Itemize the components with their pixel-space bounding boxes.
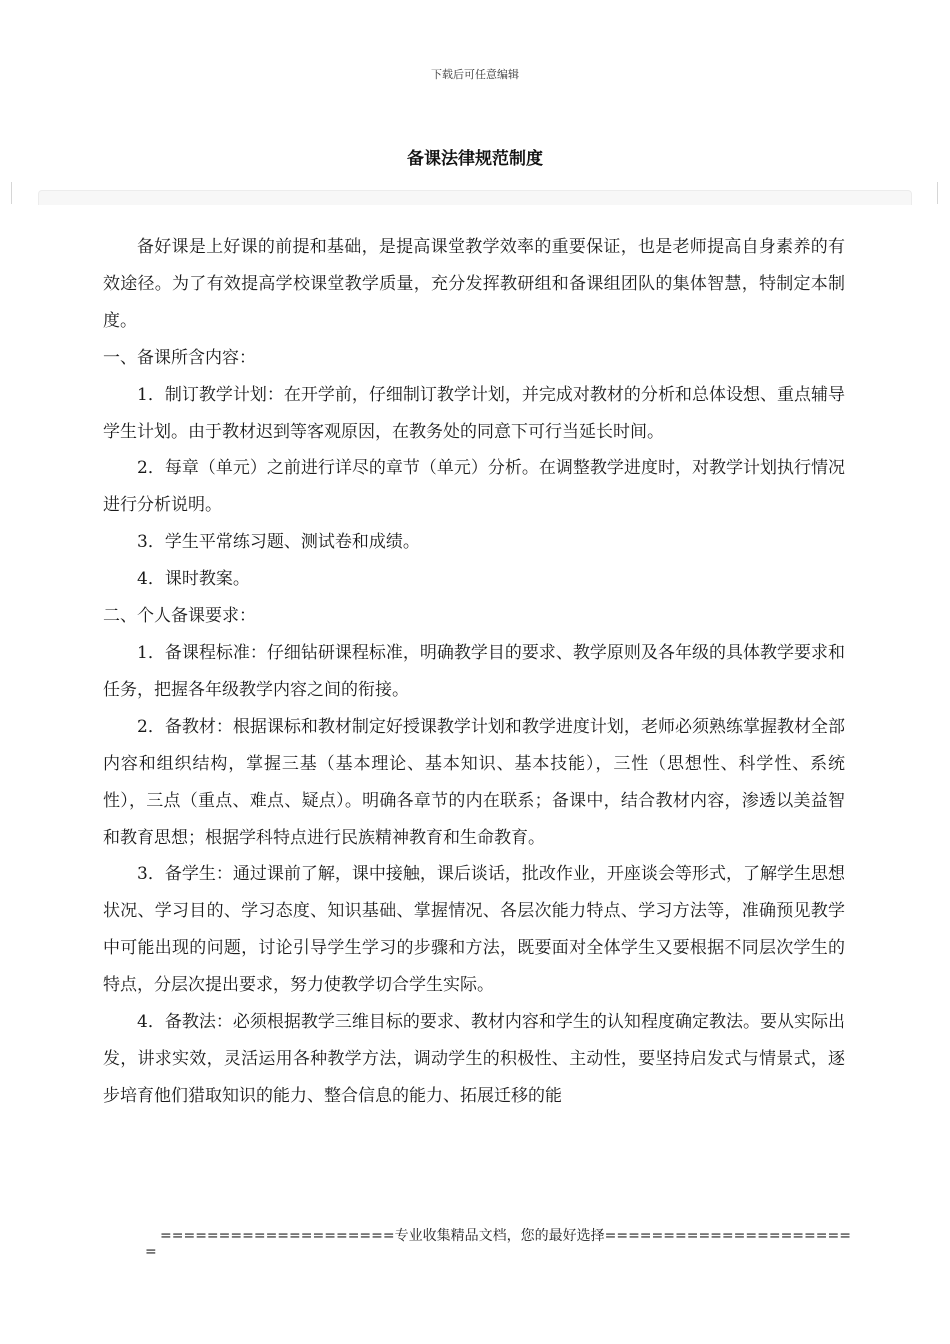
document-title: 备课法律规范制度 xyxy=(407,149,543,169)
footer-banner-tail: = xyxy=(145,1244,157,1260)
list-item-2-4: 4．备教法：必须根据教学三维目标的要求、教材内容和学生的认知程度确定教法。要从实际出发，讲求实效，灵活运用各种教学方法，调动学生的积极性、主动性，要坚持启发式与情景式，逐步培育他们猎取知识的能力、整合信息的能力、拓展迁移的能 xyxy=(103,1012,845,1106)
list-item-1-3: 3．学生平常练习题、测试卷和成绩。 xyxy=(137,532,420,553)
list-item-2-3: 3．备学生：通过课前了解，课中接触，课后谈话，批改作业，开座谈会等形式，了解学生思想状况、学习目的、学习态度、知识基础、掌握情况、各层次能力特点、学习方法等，准确预见教学中可能出现的问题，讨论引导学生学习的步骤和方法，既要面对全体学生又要根据不同层次学生的特点，分层次提出要求，努力使教学切合学生实际。 xyxy=(103,864,845,996)
list-item-1-1: 1．制订教学计划：在开学前，仔细制订教学计划，并完成对教材的分析和总体设想、重点辅导学生计划。由于教材迟到等客观原因，在教务处的同意下可行当延长时间。 xyxy=(103,384,845,442)
list-item-1-2: 2．每章（单元）之前进行详尽的章节（单元）分析。在调整教学进度时，对教学计划执行情况进行分析说明。 xyxy=(103,458,845,516)
document-body xyxy=(103,229,845,1115)
section-heading-2: 二、个人备课要求： xyxy=(103,606,256,627)
footer-banner: ====================专业收集精品文档，您的最好选择===================== xyxy=(160,1228,851,1244)
list-item-1-4: 4．课时教案。 xyxy=(137,569,250,590)
intro-paragraph: 备好课是上好课的前提和基础，是提高课堂教学效率的重要保证，也是老师提高自身素养的有效途径。为了有效提高学校课堂教学质量，充分发挥教研组和备课组团队的集体智慧，特制定本制度。 xyxy=(103,237,845,331)
list-item-2-1: 1．备课程标准：仔细钻研课程标准，明确教学目的要求、教学原则及各年级的具体教学要求和任务，把握各年级教学内容之间的衔接。 xyxy=(103,642,845,700)
list-item-2-2: 2．备教材：根据课标和教材制定好授课教学计划和教学进度计划，老师必须熟练掌握教材全部内容和组织结构，掌握三基（基本理论、基本知识、基本技能），三性（思想性、科学性、系统性），三点（重点、难点、疑点）。明确各章节的内在联系；备课中，结合教材内容，渗透以美益智和教育思想；根据学科特点进行民族精神教育和生命教育。 xyxy=(103,716,845,848)
content-panel-top xyxy=(38,190,912,205)
left-edge-divider xyxy=(11,182,12,204)
right-edge-divider xyxy=(937,182,938,204)
section-heading-1: 一、备课所含内容： xyxy=(103,347,256,368)
header-note: 下载后可任意编辑 xyxy=(431,68,519,81)
